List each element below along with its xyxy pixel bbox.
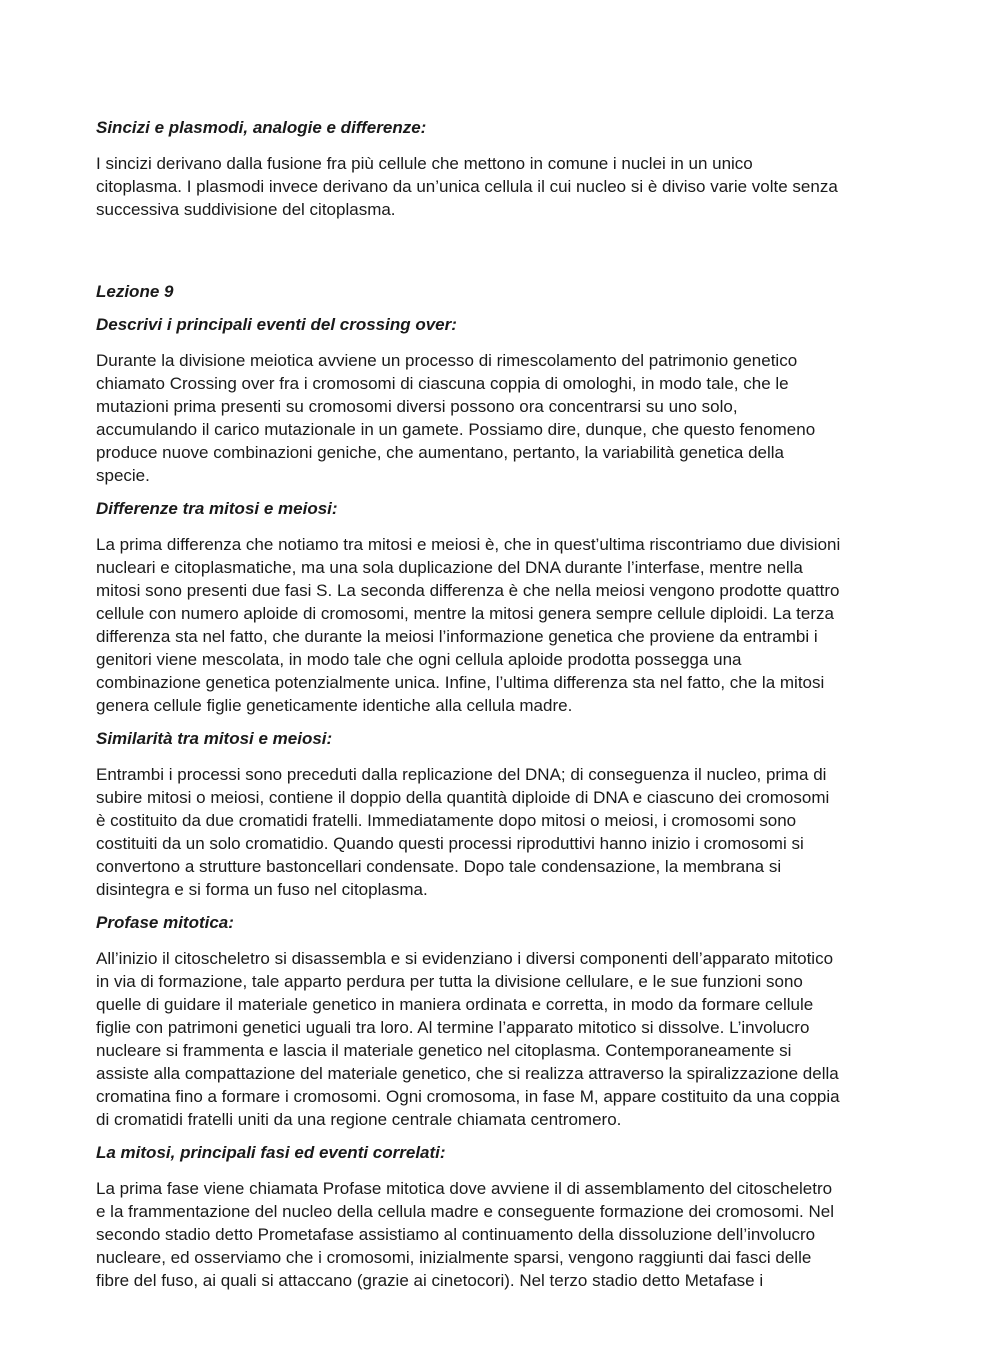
text-line: Durante la divisione meiotica avviene un processo di rimescolamento del patrimonio genetico	[96, 351, 798, 370]
text-line: differenza sta nel fatto, che durante la meiosi l’informazione genetica che proviene da entrambi i	[96, 627, 818, 646]
text-line: successiva suddivisione del citoplasma.	[96, 200, 396, 219]
section-heading: Descrivi i principali eventi del crossing over:	[96, 315, 457, 334]
text-line: mitosi sono presenti due fasi S. La seconda differenza è che nella meiosi vengono prodotte quattro	[96, 581, 840, 600]
section-heading: Differenze tra mitosi e meiosi:	[96, 499, 338, 518]
text-line: cellule con numero aploide di cromosomi, mentre la mitosi genera sempre cellule diploidi. La terza	[96, 604, 834, 623]
section-heading: Profase mitotica:	[96, 913, 234, 932]
section-paragraph	[96, 349, 908, 487]
text-line: nucleare, ed osserviamo che i cromosomi, inizialmente sparsi, vengono raggiunti dai fasci delle	[96, 1248, 812, 1267]
text-line: genitori viene mescolata, in modo tale che ogni cellula aploide prodotta possegga una	[96, 650, 742, 669]
section-paragraph	[96, 533, 908, 717]
text-line: è costituito da due cromatidi fratelli. Immediatamente dopo mitosi o meiosi, i cromosomi sono	[96, 811, 797, 830]
text-line: secondo stadio detto Prometafase assistiamo al continuamento della dissoluzione dell’involucro	[96, 1225, 816, 1244]
text-line: chiamato Crossing over fra i cromosomi di ciascuna coppia di omologhi, in modo tale, che le	[96, 374, 789, 393]
text-line: mutazioni prima presenti su cromosomi diversi possono ora concentrarsi su uno solo,	[96, 397, 738, 416]
text-line: nucleare si frammenta e lascia il materiale genetico nel citoplasma. Contemporaneamente si	[96, 1041, 792, 1060]
document-page	[96, 116, 908, 1302]
text-line: nucleari e citoplasmatiche, ma una sola duplicazione del DNA durante l’interfase, mentre nella	[96, 558, 803, 577]
text-line: La prima fase viene chiamata Profase mitotica dove avviene il di assemblamento del citoscheletro	[96, 1179, 833, 1198]
text-line: La prima differenza che notiamo tra mitosi e meiosi è, che in quest’ultima riscontriamo due divisioni	[96, 535, 841, 554]
text-line: quelle di guidare il materiale genetico in maniera ordinata e corretta, in modo da formare cellule	[96, 995, 814, 1014]
text-line: citoplasma. I plasmodi invece derivano da un’unica cellula il cui nucleo si è diviso varie volte senza	[96, 177, 838, 196]
text-line: subire mitosi o meiosi, contiene il doppio della quantità diploide di DNA e ciascuno dei cromosomi	[96, 788, 830, 807]
text-line: figlie con patrimoni genetici uguali tra loro. Al termine l’apparato mitotico si dissolve. L’involucro	[96, 1018, 810, 1037]
lesson-title: Lezione 9	[96, 282, 174, 301]
text-line: genera cellule figlie geneticamente identiche alla cellula madre.	[96, 696, 573, 715]
text-line: fibre del fuso, ai quali si attaccano (grazie ai cinetocori). Nel terzo stadio detto Metafase i	[96, 1271, 764, 1290]
text-line: All’inizio il citoscheletro si disassembla e si evidenziano i diversi componenti dell’apparato mitotico	[96, 949, 834, 968]
text-line: costituiti da un solo cromatidio. Quando questi processi riproduttivi hanno inizio i cromosomi si	[96, 834, 804, 853]
section-paragraph	[96, 1177, 908, 1292]
text-line: accumulando il carico mutazionale in un gamete. Possiamo dire, dunque, che questo fenomeno	[96, 420, 816, 439]
text-line: in via di formazione, tale apparto perdura per tutta la divisione cellulare, e le sue funzioni sono	[96, 972, 803, 991]
text-line: cromatina fino a formare i cromosomi. Ogni cromosoma, in fase M, appare costituito da una coppia	[96, 1087, 840, 1106]
section-heading: Similarità tra mitosi e meiosi:	[96, 729, 333, 748]
text-line: combinazione genetica potenzialmente unica. Infine, l’ultima differenza sta nel fatto, che la mitosi	[96, 673, 825, 692]
section-paragraph	[96, 763, 908, 901]
text-line: I sincizi derivano dalla fusione fra più cellule che mettono in comune i nuclei in un unico	[96, 154, 753, 173]
vertical-spacer	[96, 231, 908, 280]
text-line: e la frammentazione del nucleo della cellula madre e conseguente formazione dei cromosomi. Nel	[96, 1202, 835, 1221]
section-paragraph	[96, 152, 908, 221]
text-line: produce nuove combinazioni geniche, che aumentano, pertanto, la variabilità genetica della	[96, 443, 785, 462]
text-line: di cromatidi fratelli uniti da una regione centrale chiamata centromero.	[96, 1110, 622, 1129]
section-paragraph	[96, 947, 908, 1131]
section-heading: La mitosi, principali fasi ed eventi correlati:	[96, 1143, 446, 1162]
text-line: specie.	[96, 466, 150, 485]
text-line: Entrambi i processi sono preceduti dalla replicazione del DNA; di conseguenza il nucleo, prima di	[96, 765, 827, 784]
text-line: convertono a strutture bastoncellari condensate. Dopo tale condensazione, la membrana si	[96, 857, 782, 876]
section-heading: Sincizi e plasmodi, analogie e differenze:	[96, 118, 427, 137]
text-line: assiste alla compattazione del materiale genetico, che si realizza attraverso la spiralizzazione della	[96, 1064, 839, 1083]
text-line: disintegra e si forma un fuso nel citoplasma.	[96, 880, 428, 899]
